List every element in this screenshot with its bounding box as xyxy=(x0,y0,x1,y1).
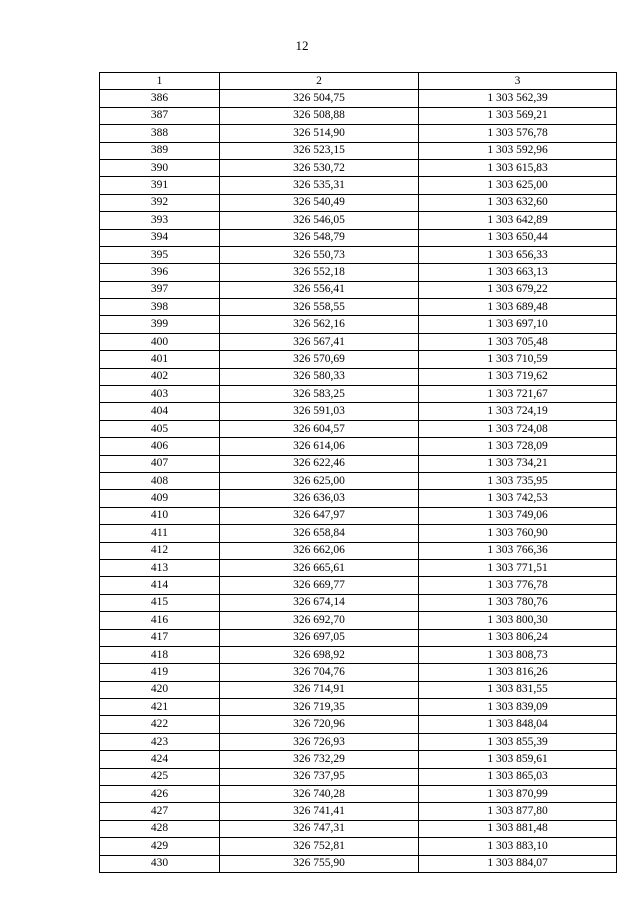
x-coordinate-cell: 326 583,25 xyxy=(220,386,419,403)
table-header-row xyxy=(100,73,617,90)
table-body xyxy=(100,90,617,873)
table-row xyxy=(100,229,617,246)
table-row xyxy=(100,768,617,785)
x-coordinate-cell: 326 558,55 xyxy=(220,299,419,316)
table-row xyxy=(100,351,617,368)
point-number-cell: 415 xyxy=(100,594,220,611)
table-row xyxy=(100,368,617,385)
point-number-cell: 417 xyxy=(100,629,220,646)
x-coordinate-cell: 326 741,41 xyxy=(220,803,419,820)
point-number-cell: 389 xyxy=(100,142,220,159)
point-number-cell: 398 xyxy=(100,299,220,316)
y-coordinate-cell: 1 303 771,51 xyxy=(419,559,617,576)
y-coordinate-cell: 1 303 734,21 xyxy=(419,455,617,472)
x-coordinate-cell: 326 704,76 xyxy=(220,664,419,681)
x-coordinate-cell: 326 698,92 xyxy=(220,646,419,663)
table-row xyxy=(100,699,617,716)
point-number-cell: 411 xyxy=(100,525,220,542)
y-coordinate-cell: 1 303 881,48 xyxy=(419,820,617,837)
point-number-cell: 403 xyxy=(100,386,220,403)
table-row xyxy=(100,594,617,611)
point-number-cell: 386 xyxy=(100,90,220,107)
table-row xyxy=(100,559,617,576)
y-coordinate-cell: 1 303 859,61 xyxy=(419,751,617,768)
x-coordinate-cell: 326 562,16 xyxy=(220,316,419,333)
point-number-cell: 410 xyxy=(100,507,220,524)
y-coordinate-cell: 1 303 650,44 xyxy=(419,229,617,246)
x-coordinate-cell: 326 567,41 xyxy=(220,333,419,350)
table-row xyxy=(100,786,617,803)
x-coordinate-cell: 326 614,06 xyxy=(220,438,419,455)
table-row xyxy=(100,212,617,229)
x-coordinate-cell: 326 591,03 xyxy=(220,403,419,420)
point-number-cell: 395 xyxy=(100,246,220,263)
point-number-cell: 394 xyxy=(100,229,220,246)
point-number-cell: 408 xyxy=(100,472,220,489)
y-coordinate-cell: 1 303 855,39 xyxy=(419,733,617,750)
x-coordinate-cell: 326 669,77 xyxy=(220,577,419,594)
y-coordinate-cell: 1 303 625,00 xyxy=(419,177,617,194)
point-number-cell: 424 xyxy=(100,751,220,768)
x-coordinate-cell: 326 504,75 xyxy=(220,90,419,107)
y-coordinate-cell: 1 303 749,06 xyxy=(419,507,617,524)
point-number-cell: 413 xyxy=(100,559,220,576)
table-row xyxy=(100,525,617,542)
point-number-cell: 397 xyxy=(100,281,220,298)
table-row xyxy=(100,507,617,524)
x-coordinate-cell: 326 514,90 xyxy=(220,125,419,142)
table-row xyxy=(100,472,617,489)
y-coordinate-cell: 1 303 562,39 xyxy=(419,90,617,107)
y-coordinate-cell: 1 303 766,36 xyxy=(419,542,617,559)
y-coordinate-cell: 1 303 592,96 xyxy=(419,142,617,159)
point-number-cell: 414 xyxy=(100,577,220,594)
point-number-cell: 423 xyxy=(100,733,220,750)
table-row xyxy=(100,246,617,263)
y-coordinate-cell: 1 303 569,21 xyxy=(419,107,617,124)
column-header-1: 1 xyxy=(100,73,220,90)
table-row xyxy=(100,646,617,663)
table-row xyxy=(100,438,617,455)
x-coordinate-cell: 326 732,29 xyxy=(220,751,419,768)
point-number-cell: 390 xyxy=(100,159,220,176)
table-row xyxy=(100,490,617,507)
table-row xyxy=(100,733,617,750)
y-coordinate-cell: 1 303 735,95 xyxy=(419,472,617,489)
x-coordinate-cell: 326 726,93 xyxy=(220,733,419,750)
x-coordinate-cell: 326 752,81 xyxy=(220,838,419,855)
table-row xyxy=(100,107,617,124)
point-number-cell: 429 xyxy=(100,838,220,855)
y-coordinate-cell: 1 303 576,78 xyxy=(419,125,617,142)
table-row xyxy=(100,838,617,855)
point-number-cell: 430 xyxy=(100,855,220,872)
table-row xyxy=(100,629,617,646)
y-coordinate-cell: 1 303 721,67 xyxy=(419,386,617,403)
y-coordinate-cell: 1 303 839,09 xyxy=(419,699,617,716)
x-coordinate-cell: 326 523,15 xyxy=(220,142,419,159)
table-row xyxy=(100,681,617,698)
table-row xyxy=(100,90,617,107)
point-number-cell: 419 xyxy=(100,664,220,681)
x-coordinate-cell: 326 662,06 xyxy=(220,542,419,559)
x-coordinate-cell: 326 570,69 xyxy=(220,351,419,368)
point-number-cell: 404 xyxy=(100,403,220,420)
table-row xyxy=(100,142,617,159)
x-coordinate-cell: 326 548,79 xyxy=(220,229,419,246)
point-number-cell: 399 xyxy=(100,316,220,333)
table-row xyxy=(100,855,617,872)
y-coordinate-cell: 1 303 760,90 xyxy=(419,525,617,542)
table-row xyxy=(100,664,617,681)
point-number-cell: 388 xyxy=(100,125,220,142)
y-coordinate-cell: 1 303 642,89 xyxy=(419,212,617,229)
y-coordinate-cell: 1 303 848,04 xyxy=(419,716,617,733)
x-coordinate-cell: 326 604,57 xyxy=(220,420,419,437)
x-coordinate-cell: 326 550,73 xyxy=(220,246,419,263)
point-number-cell: 391 xyxy=(100,177,220,194)
x-coordinate-cell: 326 535,31 xyxy=(220,177,419,194)
x-coordinate-cell: 326 530,72 xyxy=(220,159,419,176)
y-coordinate-cell: 1 303 870,99 xyxy=(419,786,617,803)
table-row xyxy=(100,420,617,437)
y-coordinate-cell: 1 303 884,07 xyxy=(419,855,617,872)
table-row xyxy=(100,455,617,472)
column-header-3: 3 xyxy=(419,73,617,90)
y-coordinate-cell: 1 303 705,48 xyxy=(419,333,617,350)
table-row xyxy=(100,299,617,316)
y-coordinate-cell: 1 303 710,59 xyxy=(419,351,617,368)
table-row xyxy=(100,386,617,403)
x-coordinate-cell: 326 552,18 xyxy=(220,264,419,281)
point-number-cell: 426 xyxy=(100,786,220,803)
table-row xyxy=(100,194,617,211)
point-number-cell: 393 xyxy=(100,212,220,229)
point-number-cell: 409 xyxy=(100,490,220,507)
x-coordinate-cell: 326 714,91 xyxy=(220,681,419,698)
point-number-cell: 421 xyxy=(100,699,220,716)
table-row xyxy=(100,264,617,281)
x-coordinate-cell: 326 697,05 xyxy=(220,629,419,646)
coordinates-table xyxy=(99,72,617,873)
x-coordinate-cell: 326 740,28 xyxy=(220,786,419,803)
x-coordinate-cell: 326 647,97 xyxy=(220,507,419,524)
x-coordinate-cell: 326 546,05 xyxy=(220,212,419,229)
point-number-cell: 401 xyxy=(100,351,220,368)
point-number-cell: 422 xyxy=(100,716,220,733)
x-coordinate-cell: 326 692,70 xyxy=(220,612,419,629)
y-coordinate-cell: 1 303 689,48 xyxy=(419,299,617,316)
x-coordinate-cell: 326 625,00 xyxy=(220,472,419,489)
point-number-cell: 428 xyxy=(100,820,220,837)
point-number-cell: 420 xyxy=(100,681,220,698)
x-coordinate-cell: 326 658,84 xyxy=(220,525,419,542)
point-number-cell: 400 xyxy=(100,333,220,350)
y-coordinate-cell: 1 303 808,73 xyxy=(419,646,617,663)
y-coordinate-cell: 1 303 663,13 xyxy=(419,264,617,281)
x-coordinate-cell: 326 755,90 xyxy=(220,855,419,872)
point-number-cell: 396 xyxy=(100,264,220,281)
point-number-cell: 405 xyxy=(100,420,220,437)
point-number-cell: 406 xyxy=(100,438,220,455)
table-row xyxy=(100,177,617,194)
y-coordinate-cell: 1 303 632,60 xyxy=(419,194,617,211)
y-coordinate-cell: 1 303 831,55 xyxy=(419,681,617,698)
x-coordinate-cell: 326 737,95 xyxy=(220,768,419,785)
table-row xyxy=(100,716,617,733)
point-number-cell: 425 xyxy=(100,768,220,785)
y-coordinate-cell: 1 303 697,10 xyxy=(419,316,617,333)
y-coordinate-cell: 1 303 776,78 xyxy=(419,577,617,594)
x-coordinate-cell: 326 665,61 xyxy=(220,559,419,576)
x-coordinate-cell: 326 556,41 xyxy=(220,281,419,298)
table-row xyxy=(100,577,617,594)
y-coordinate-cell: 1 303 728,09 xyxy=(419,438,617,455)
point-number-cell: 412 xyxy=(100,542,220,559)
x-coordinate-cell: 326 747,31 xyxy=(220,820,419,837)
point-number-cell: 418 xyxy=(100,646,220,663)
y-coordinate-cell: 1 303 865,03 xyxy=(419,768,617,785)
x-coordinate-cell: 326 674,14 xyxy=(220,594,419,611)
table-row xyxy=(100,316,617,333)
point-number-cell: 427 xyxy=(100,803,220,820)
y-coordinate-cell: 1 303 883,10 xyxy=(419,838,617,855)
y-coordinate-cell: 1 303 816,26 xyxy=(419,664,617,681)
point-number-cell: 392 xyxy=(100,194,220,211)
x-coordinate-cell: 326 719,35 xyxy=(220,699,419,716)
x-coordinate-cell: 326 580,33 xyxy=(220,368,419,385)
table-row xyxy=(100,542,617,559)
y-coordinate-cell: 1 303 724,08 xyxy=(419,420,617,437)
y-coordinate-cell: 1 303 800,30 xyxy=(419,612,617,629)
point-number-cell: 402 xyxy=(100,368,220,385)
y-coordinate-cell: 1 303 806,24 xyxy=(419,629,617,646)
y-coordinate-cell: 1 303 719,62 xyxy=(419,368,617,385)
table-row xyxy=(100,403,617,420)
y-coordinate-cell: 1 303 724,19 xyxy=(419,403,617,420)
page-number-text: 12 xyxy=(295,38,309,53)
point-number-cell: 387 xyxy=(100,107,220,124)
x-coordinate-cell: 326 636,03 xyxy=(220,490,419,507)
y-coordinate-cell: 1 303 742,53 xyxy=(419,490,617,507)
table-row xyxy=(100,159,617,176)
point-number-cell: 407 xyxy=(100,455,220,472)
table-row xyxy=(100,125,617,142)
table-row xyxy=(100,751,617,768)
y-coordinate-cell: 1 303 656,33 xyxy=(419,246,617,263)
y-coordinate-cell: 1 303 877,80 xyxy=(419,803,617,820)
x-coordinate-cell: 326 508,88 xyxy=(220,107,419,124)
table-row xyxy=(100,803,617,820)
table-row xyxy=(100,820,617,837)
y-coordinate-cell: 1 303 780,76 xyxy=(419,594,617,611)
point-number-cell: 416 xyxy=(100,612,220,629)
table-row xyxy=(100,333,617,350)
x-coordinate-cell: 326 720,96 xyxy=(220,716,419,733)
table-row xyxy=(100,612,617,629)
column-header-2: 2 xyxy=(220,73,419,90)
table-row xyxy=(100,281,617,298)
x-coordinate-cell: 326 622,46 xyxy=(220,455,419,472)
page-number xyxy=(0,38,640,54)
y-coordinate-cell: 1 303 615,83 xyxy=(419,159,617,176)
y-coordinate-cell: 1 303 679,22 xyxy=(419,281,617,298)
x-coordinate-cell: 326 540,49 xyxy=(220,194,419,211)
